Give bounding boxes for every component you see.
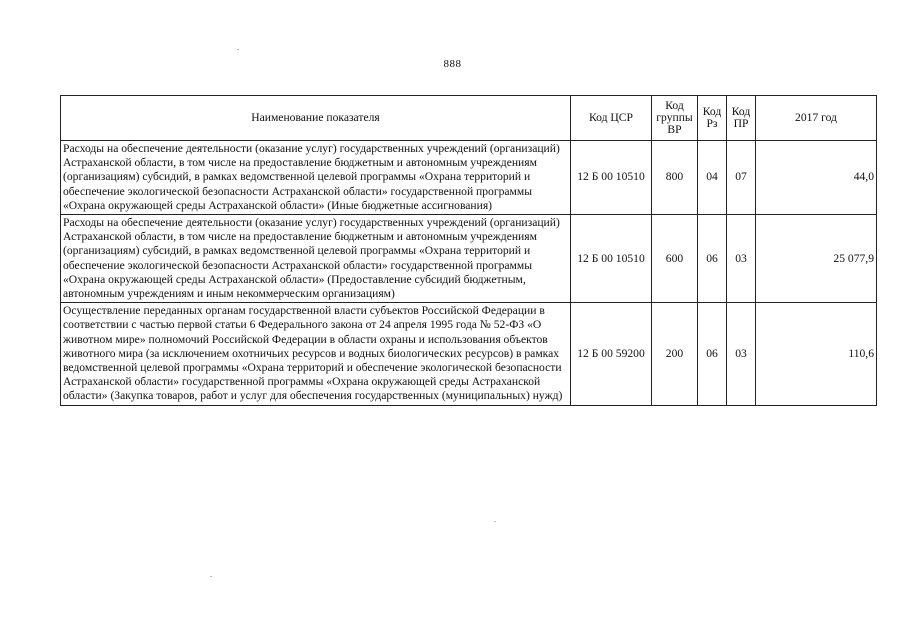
table-row — [61, 303, 877, 405]
page-number: 888 — [443, 58, 462, 70]
amount-cell: 44,0 — [756, 141, 877, 215]
scan-speck — [494, 521, 496, 522]
header-vr-code: Код группы ВР — [652, 96, 698, 141]
csr-code-cell: 12 Б 00 59200 — [571, 303, 652, 405]
vr-code-cell: 200 — [652, 303, 698, 405]
csr-code-cell: 12 Б 00 10510 — [571, 215, 652, 303]
header-csr-code: Код ЦСР — [571, 96, 652, 141]
scan-speck — [237, 49, 239, 50]
vr-code-cell: 800 — [652, 141, 698, 215]
header-indicator-name: Наименование показателя — [61, 96, 571, 141]
header-pr-code: Код ПР — [727, 96, 756, 141]
rz-code-cell: 06 — [698, 215, 727, 303]
table-header — [61, 96, 877, 141]
vr-code-cell: 600 — [652, 215, 698, 303]
budget-table — [60, 95, 877, 406]
rz-code-cell: 06 — [698, 303, 727, 405]
table-row — [61, 215, 877, 303]
table-body — [61, 141, 877, 406]
scan-speck — [210, 576, 212, 577]
table-row — [61, 141, 877, 215]
header-row — [61, 96, 877, 141]
indicator-name-cell: Расходы на обеспечение деятельности (оказание услуг) государственных учреждений (организаций) Астраханской области, в том числе на предоставление бюджетным и автономным учреждениям (организациям) субсидий, в рамках ведомственной целевой программы «Охрана территорий и обеспечение экологической безопасности Астраханской области» государственной программы «Охрана окружающей среды Астраханской области» (Иные бюджетные ассигнования) — [61, 141, 571, 215]
amount-cell: 25 077,9 — [756, 215, 877, 303]
header-year-2017: 2017 год — [756, 96, 877, 141]
pr-code-cell: 03 — [727, 303, 756, 405]
header-rz-code: Код Рз — [698, 96, 727, 141]
pr-code-cell: 03 — [727, 215, 756, 303]
rz-code-cell: 04 — [698, 141, 727, 215]
amount-cell: 110,6 — [756, 303, 877, 405]
indicator-name-cell: Осуществление переданных органам государственной власти субъектов Российской Федерации в соответствии с частью первой статьи 6 Федерального закона от 24 апреля 1995 года № 52-ФЗ «О животном мире» полномочий Российской Федерации в области охраны и использования объектов животного мира (за исключением охотничьих ресурсов и водных биологических ресурсов) в рамках ведомственной целевой программы «Охрана территорий и обеспечение экологической безопасности Астраханской области» государственной программы «Охрана окружающей среды Астраханской области» (Закупка товаров, работ и услуг для обеспечения государственных (муниципальных) нужд) — [61, 303, 571, 405]
pr-code-cell: 07 — [727, 141, 756, 215]
indicator-name-cell: Расходы на обеспечение деятельности (оказание услуг) государственных учреждений (организаций) Астраханской области, в том числе на предоставление бюджетным и автономным учреждениям (организациям) субсидий, в рамках ведомственной целевой программы «Охрана территорий и обеспечение экологической безопасности Астраханской области» государственной программы «Охрана окружающей среды Астраханской области» (Предоставление субсидий бюджетным, автономным учреждениям и иным некоммерческим организациям) — [61, 215, 571, 303]
csr-code-cell: 12 Б 00 10510 — [571, 141, 652, 215]
